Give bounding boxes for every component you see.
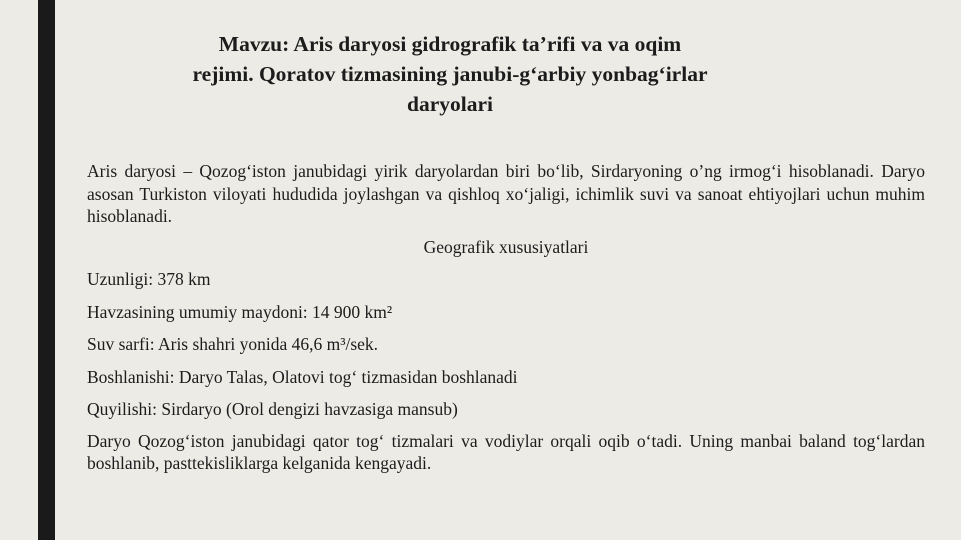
section-subheading: Geografik xususiyatlari [423,236,589,257]
slide-title-line-3: daryolari [407,92,493,116]
decorative-side-bar [38,0,55,540]
slide-title [130,29,770,119]
fact-length: Uzunligi: 378 km [87,269,211,289]
slide-title-line-2: rejimi. Qoratov tizmasining janubi-g‘arbiy yonbag‘irlar [192,62,708,86]
slide-body [87,160,925,475]
fact-mouth: Quyilishi: Sirdaryo (Orol dengizi havzasiga mansub) [87,399,458,419]
closing-paragraph: Daryo Qozog‘iston janubidagi qator tog‘ tizmalari va vodiylar orqali oqib o‘tadi. Uning manbai baland tog‘lardan boshlanib, pasttekisliklarga kelganida kengayadi. [87,430,925,473]
fact-discharge: Suv sarfi: Aris shahri yonida 46,6 m³/sek. [87,334,379,354]
fact-source: Boshlanishi: Daryo Talas, Olatovi tog‘ tizmasidan boshlanadi [87,366,518,387]
intro-paragraph: Aris daryosi – Qozog‘iston janubidagi yirik daryolardan biri bo‘lib, Sirdaryoning o’ng irmog‘i hisoblanadi. Daryo asosan Turkiston viloyati hududida joylashgan va qishloq xo‘jaligi, ichimlik suvi va sanoat ehtiyojlari uchun muhim hisoblanadi. [87,161,925,226]
slide-title-line-1: Mavzu: Aris daryosi gidrografik ta’rifi va va oqim [218,32,682,56]
fact-basin-area: Havzasining umumiy maydoni: 14 900 km² [87,301,393,322]
